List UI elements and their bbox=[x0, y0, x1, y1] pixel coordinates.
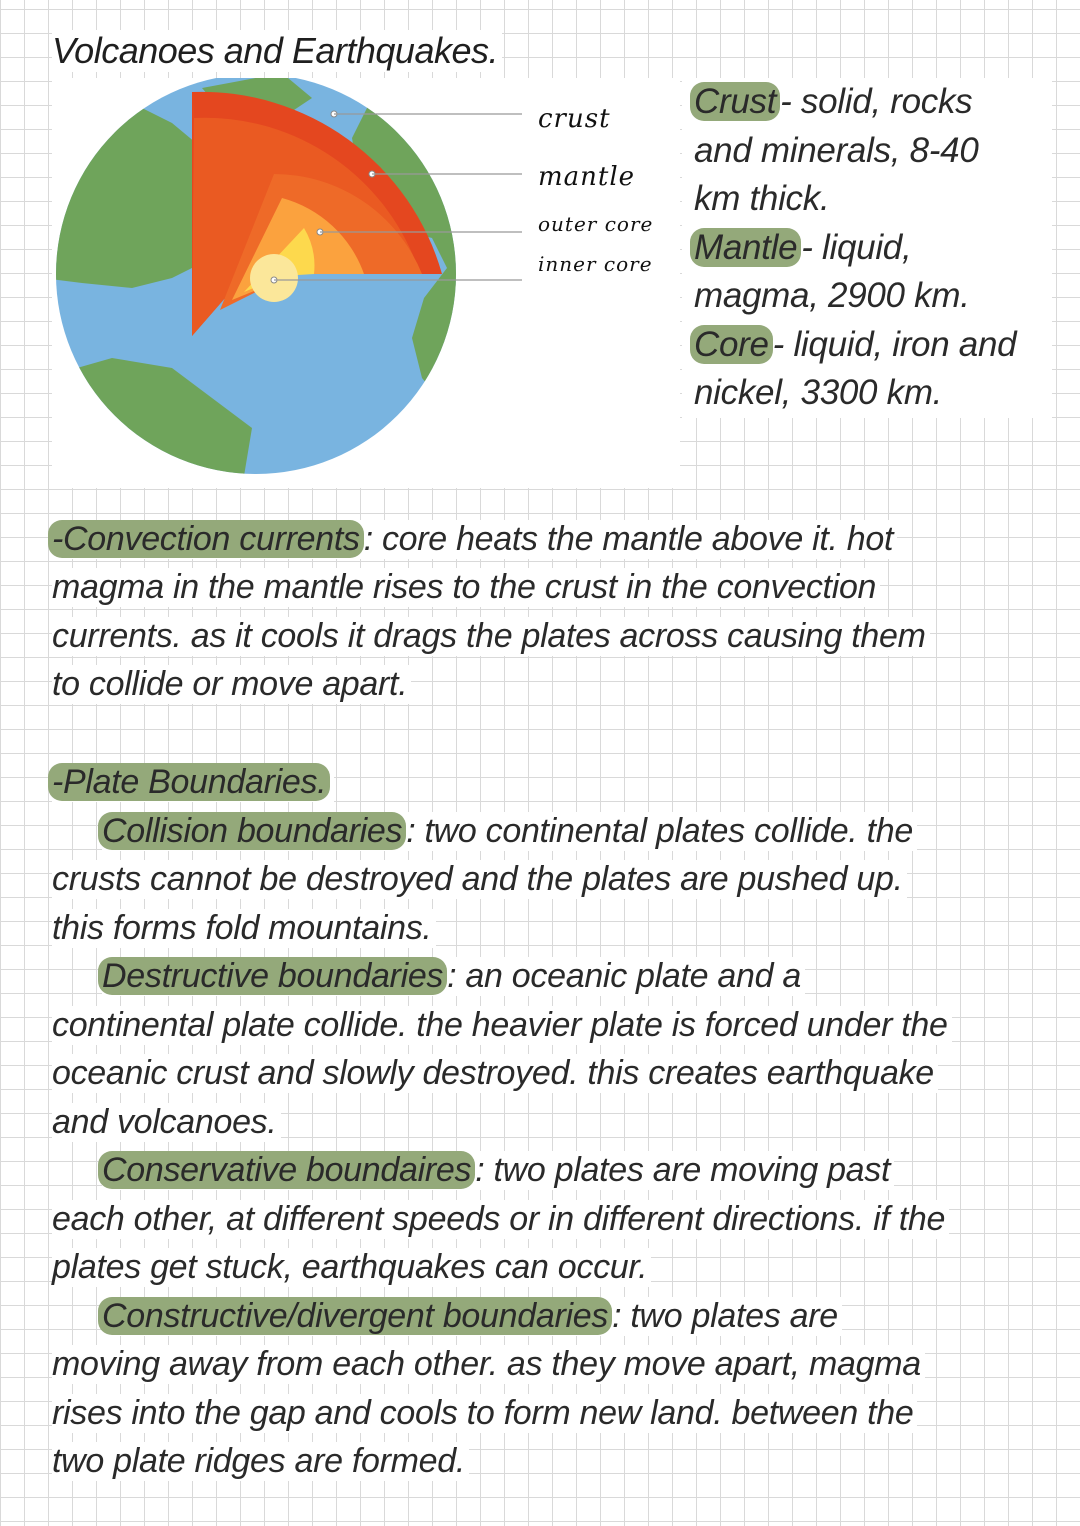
constructive-text-1: : two plates are bbox=[612, 1297, 838, 1335]
core-term-highlight: Core bbox=[690, 325, 773, 364]
plate-boundaries-heading-highlight: -Plate Boundaries. bbox=[48, 763, 330, 801]
note-crust-line-2: and minerals, 8-40 bbox=[694, 131, 979, 170]
crust-term-highlight: Crust bbox=[690, 82, 780, 121]
conservative-line-3: plates get stuck, earthquakes can occur. bbox=[52, 1248, 651, 1287]
constructive-line-1 bbox=[102, 1297, 842, 1336]
earth-cross-section-illustration bbox=[52, 78, 680, 488]
conservative-term-highlight: Conservative boundaires bbox=[98, 1151, 475, 1189]
destructive-term-highlight: Destructive boundaries bbox=[98, 957, 447, 995]
earth-layers-diagram bbox=[52, 78, 680, 488]
page-title: Volcanoes and Earthquakes. bbox=[52, 30, 502, 72]
core-desc-1: - liquid, iron and bbox=[772, 325, 1017, 364]
collision-line-1 bbox=[102, 812, 917, 851]
note-core-line-1 bbox=[694, 325, 1016, 365]
constructive-line-4: two plate ridges are formed. bbox=[52, 1442, 469, 1481]
convection-line-3: currents. as it cools it drags the plates across causing them bbox=[52, 617, 930, 656]
destructive-line-2: continental plate collide. the heavier plate is forced under the bbox=[52, 1006, 952, 1045]
constructive-line-2: moving away from each other. as they move apart, magma bbox=[52, 1345, 925, 1384]
convection-text-1: : core heats the mantle above it. hot bbox=[363, 520, 894, 558]
constructive-term-highlight: Constructive/divergent boundaries bbox=[98, 1297, 612, 1335]
mantle-term-highlight: Mantle bbox=[690, 228, 801, 267]
convection-term-highlight: -Convection currents bbox=[48, 520, 364, 558]
note-mantle-line-1 bbox=[694, 228, 911, 268]
convection-line-2: magma in the mantle rises to the crust in the convection bbox=[52, 568, 880, 607]
destructive-text-1: : an oceanic plate and a bbox=[447, 957, 801, 995]
collision-text-1: : two continental plates collide. the bbox=[406, 812, 913, 850]
note-crust-line-3: km thick. bbox=[694, 179, 830, 218]
note-crust-line-1 bbox=[694, 82, 972, 122]
label-crust: crust bbox=[538, 104, 611, 134]
destructive-line-1 bbox=[102, 957, 805, 996]
destructive-line-4: and volcanoes. bbox=[52, 1103, 281, 1142]
constructive-line-3: rises into the gap and cools to form new land. between the bbox=[52, 1394, 917, 1433]
conservative-text-1: : two plates are moving past bbox=[475, 1151, 891, 1189]
mantle-desc-1: - liquid, bbox=[801, 228, 912, 267]
destructive-line-3: oceanic crust and slowly destroyed. this creates earthquake bbox=[52, 1054, 938, 1093]
note-core-line-2: nickel, 3300 km. bbox=[694, 373, 943, 412]
crust-desc-1: - solid, rocks bbox=[780, 82, 973, 121]
layer-notes bbox=[682, 78, 1052, 418]
collision-term-highlight: Collision boundaries bbox=[98, 812, 406, 850]
collision-line-2: crusts cannot be destroyed and the plates are pushed up. bbox=[52, 860, 907, 899]
convection-line-1 bbox=[52, 520, 897, 559]
label-outer-core: outer core bbox=[538, 212, 654, 236]
note-mantle-line-2: magma, 2900 km. bbox=[694, 276, 970, 315]
conservative-line-2: each other, at different speeds or in different directions. if the bbox=[52, 1200, 949, 1239]
plate-boundaries-heading bbox=[52, 763, 334, 802]
collision-line-3: this forms fold mountains. bbox=[52, 909, 436, 948]
convection-line-4: to collide or move apart. bbox=[52, 665, 411, 704]
label-mantle: mantle bbox=[538, 162, 636, 192]
conservative-line-1 bbox=[102, 1151, 894, 1190]
label-inner-core: inner core bbox=[538, 252, 653, 276]
